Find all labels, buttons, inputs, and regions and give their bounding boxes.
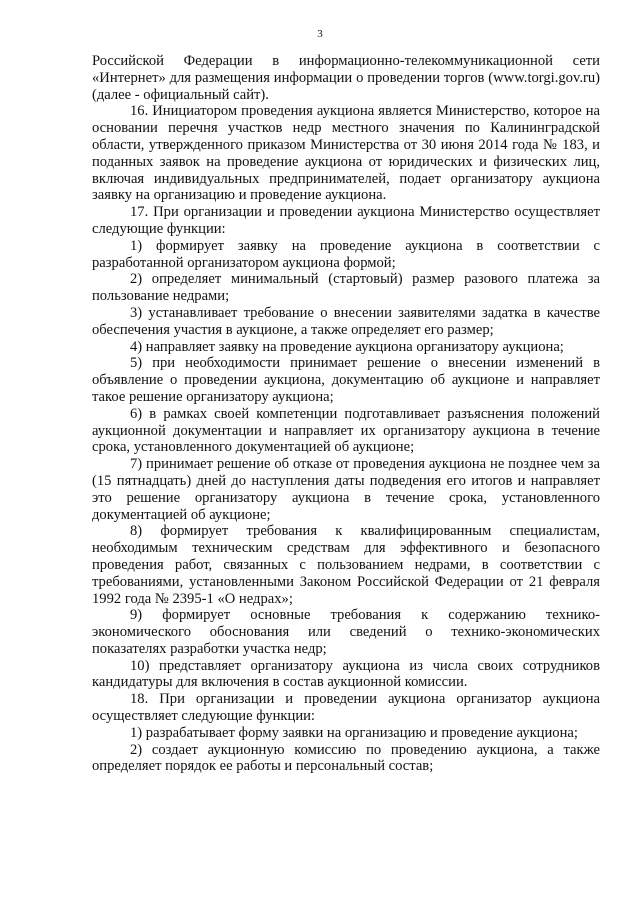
paragraph: 4) направляет заявку на проведение аукциона организатору аукциона; <box>130 338 564 355</box>
paragraph: 9) формирует основные требования к содержанию технико-экономического обоснования или сведений о технико-экономических показателях разработки участка недр; <box>92 607 600 657</box>
paragraph: 5) при необходимости принимает решение о внесении изменений в объявление о проведении аукциона, документацию об аукционе и направляет такое решение организатору аукциона; <box>92 355 600 405</box>
paragraph: 17. При организации и проведении аукциона Министерство осуществляет следующие функции: <box>92 204 600 237</box>
paragraph: 10) представляет организатору аукциона из числа своих сотрудников кандидатуры для включения в состав аукционной комиссии. <box>92 657 600 691</box>
paragraph: 7) принимает решение об отказе от проведения аукциона не позднее чем за (15 пятнадцать) дней до наступления даты подведения его итогов и направляет это решение организатору аукциона в течение срока, установленного документацией об аукционе; <box>92 456 600 523</box>
document-body <box>92 53 600 775</box>
page-number: 3 <box>317 28 323 40</box>
paragraph: 18. При организации и проведении аукциона организатор аукциона осуществляет следующие функции: <box>92 691 600 725</box>
paragraph: 6) в рамках своей компетенции подготавливает разъяснения положений аукционной документации и направляет их организатору аукциона в течение срока, установленного документацией об аукционе; <box>92 405 600 456</box>
paragraph: 3) устанавливает требование о внесении заявителями задатка в качестве обеспечения участия в аукционе, а также определяет его размер; <box>92 304 600 338</box>
paragraph: Российской Федерации в информационно-телекоммуникационной сети «Интернет» для размещения информации о проведении торгов (www.torgi.gov.ru) (далее - официальный сайт). <box>92 53 600 103</box>
paragraph: 2) создает аукционную комиссию по проведению аукциона, а также определяет порядок ее работы и персональный состав; <box>92 741 600 775</box>
paragraph: 16. Инициатором проведения аукциона является Министерство, которое на основании перечня участков недр местного значения по Калининградской области, утвержденного приказом Министерства от 30 июня 2014 года № 183, и поданных заявок на проведение аукциона от юридических и физических лиц, включая индивидуальных предпринимателей, подает организатору аукциона заявку на организацию и проведение аукциона. <box>92 103 600 204</box>
paragraph: 2) определяет минимальный (стартовый) размер разового платежа за пользование недрами; <box>92 271 600 305</box>
paragraph: 1) формирует заявку на проведение аукциона в соответствии с разработанной организатором аукциона формой; <box>92 237 600 271</box>
paragraph: 8) формирует требования к квалифицированным специалистам, необходимым техническим средствам для эффективного и безопасного проведения работ, связанных с пользованием недрами, в соответствии с требованиями, установленными Законом Российской Федерации от 21 февраля 1992 года № 2395-1 «О недрах»; <box>92 523 600 607</box>
paragraph: 1) разрабатывает форму заявки на организацию и проведение аукциона; <box>130 724 578 741</box>
